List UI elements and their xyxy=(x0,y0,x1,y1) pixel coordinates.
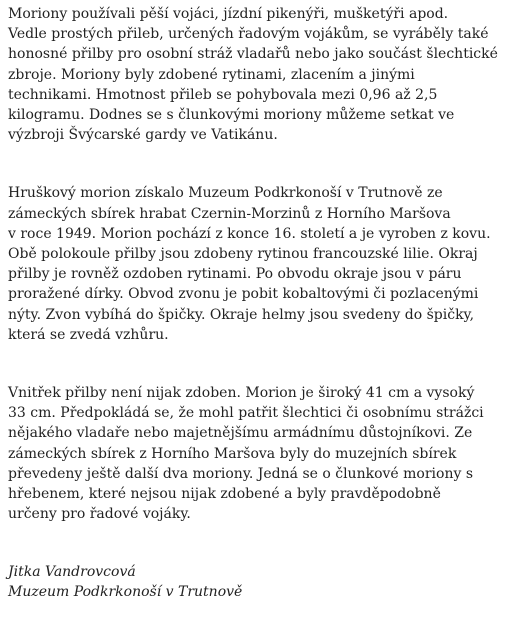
text-line: 33 cm. Předpokládá se, že mohl patřit šlechtici či osobnímu strážci xyxy=(8,405,484,422)
text-line: kilogramu. Dodnes se s člunkovými moriony můžeme setkat ve xyxy=(8,107,455,124)
text-line: technikami. Hmotnost přileb se pohybovala mezi 0,96 až 2,5 xyxy=(8,86,438,103)
text-line: Hruškový morion získalo Muzeum Podkrkonoší v Trutnově ze xyxy=(8,185,443,202)
text-line: v roce 1949. Morion pochází z konce 16. století a je vyroben z kovu. xyxy=(8,225,491,242)
text-line: Vnitřek přilby není nijak zdoben. Morion je široký 41 cm a vysoký xyxy=(8,385,475,402)
text-line: honosné přilby pro osobní stráž vladařů nebo jako součást šlechtické xyxy=(8,46,498,63)
text-line: proražené dírky. Obvod zvonu je pobit kobaltovými či pozlacenými xyxy=(8,286,479,303)
paragraph-pear-morion xyxy=(8,183,507,345)
signature xyxy=(8,562,507,602)
text-line: která se zvedá vzhůru. xyxy=(8,326,169,343)
text-line: zámeckých sbírek z Horního Maršova byly do muzejních sbírek xyxy=(8,445,457,462)
text-line: Vedle prostých přileb, určených řadovým vojákům, se vyráběly také xyxy=(8,26,489,43)
text-line: zbroje. Moriony byly zdobené rytinami, zlacením a jinými xyxy=(8,66,415,83)
signature-institution: Muzeum Podkrkonoší v Trutnově xyxy=(8,584,243,601)
text-line: zámeckých sbírek hrabat Czernin-Morzinů z Horního Maršova xyxy=(8,205,451,222)
signature-author: Jitka Vandrovcová xyxy=(8,564,136,581)
text-line: nějakého vladaře nebo majetnějšímu armádnímu důstojníkovi. Ze xyxy=(8,425,473,442)
paragraph-moriony-usage xyxy=(8,4,507,145)
text-line: výzbroji Švýcarské gardy ve Vatikánu. xyxy=(8,127,278,144)
text-line: nýty. Zvon vybíhá do špičky. Okraje helmy jsou svedeny do špičky, xyxy=(8,306,475,323)
text-line: hřebenem, které nejsou nijak zdobené a byly pravděpodobně xyxy=(8,486,441,503)
text-line: Moriony používali pěší vojáci, jízdní pikenýři, mušketýři apod. xyxy=(8,6,449,22)
text-line: Obě polokoule přilby jsou zdobeny rytinou francouzské lilie. Okraj xyxy=(8,246,478,263)
paragraph-helmet-interior xyxy=(8,383,507,524)
text-line: určeny pro řadové vojáky. xyxy=(8,506,191,523)
text-line: převedeny ještě další dva moriony. Jedná se o člunkové moriony s xyxy=(8,465,474,482)
text-line: přilby je rovněž ozdoben rytinami. Po obvodu okraje jsou v páru xyxy=(8,266,462,283)
